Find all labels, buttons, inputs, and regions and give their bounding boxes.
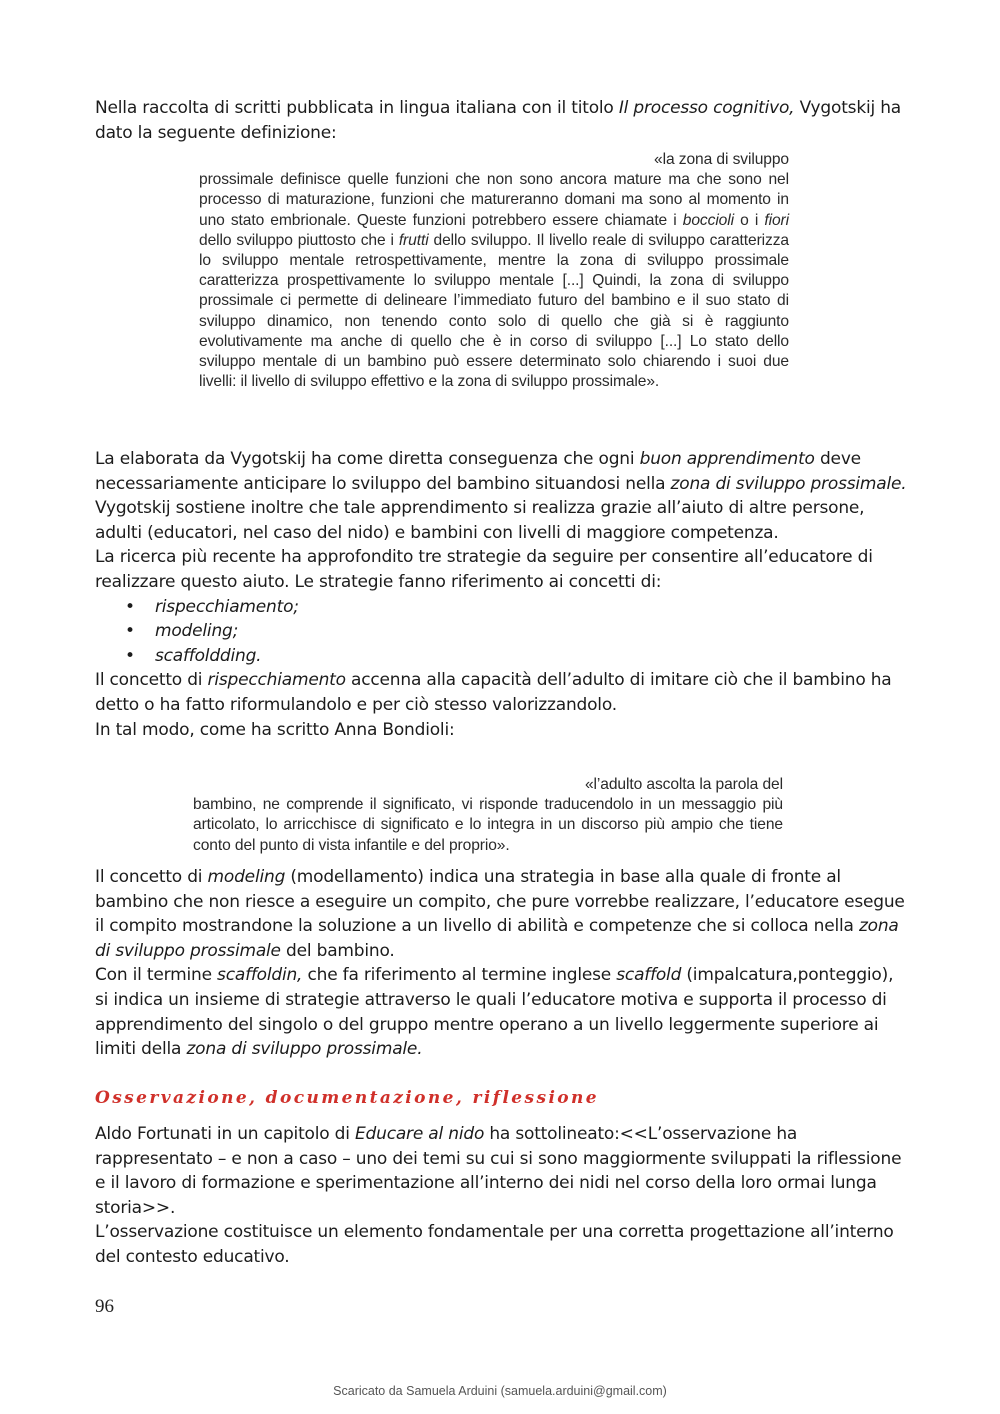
quote-text: dello sviluppo piuttosto che i	[199, 231, 399, 249]
download-footer: Scaricato da Samuela Arduini (samuela.arduini@gmail.com)	[333, 1384, 667, 1398]
emph-zona: zona di sviluppo prossimale.	[670, 473, 907, 494]
text-span: che fa riferimento al termine inglese	[302, 965, 617, 986]
text-span: Con il termine	[95, 965, 218, 986]
emph-buon-apprendimento: buon apprendimento	[639, 449, 815, 469]
body-paragraphs	[95, 447, 910, 742]
list-item: • scaffoldding.	[155, 644, 910, 669]
text-span: Il concetto di	[95, 867, 208, 887]
quote-text: prossimale definisce quelle funzioni che non sono ancora mature ma che sono nel processo di maturazione, funzioni che matureranno domani ma sono al momento in uno stato embrionale. Queste funzioni potrebbero essere chiamate i	[199, 171, 789, 229]
page-number: 96	[95, 1296, 114, 1317]
emph-scaffoldin: scaffoldin,	[217, 965, 303, 986]
text-span: Aldo Fortunati in un capitolo di	[95, 1124, 355, 1144]
text-span: ha sottolineato:<<L’osservazione ha rappresentato – e non a caso – uno dei temi su cui si sono maggiormente sviluppati la riflessione e il lavoro di formazione e sperimentazione all’interno dei nidi nel corso della loro ormai lunga storia>>.	[95, 1124, 902, 1218]
quote-emph-boccioli: boccioli	[682, 211, 734, 229]
strategy-list	[95, 595, 910, 669]
quote-emph-fiori: fiori	[764, 211, 790, 229]
text-span: (modellamento) indica una strategia in base alla quale di fronte al bambino che non riesce a eseguire un compito, che pure vorrebbe realizzare, l’educatore esegue il compito mostrandone la soluzione a un livello di abilità e competenze che si colloca nella	[95, 867, 905, 937]
list-item: • rispecchiamento;	[155, 595, 910, 620]
intro-paragraph	[95, 96, 910, 145]
paragraph-rispecchiamento	[95, 668, 910, 717]
section-heading: Osservazione, documentazione, riflessione	[95, 1088, 600, 1108]
paragraph-modeling	[95, 865, 910, 963]
intro-text-end: Vygotskij ha dato la seguente definizione:	[95, 98, 902, 143]
book-title: Educare al nido	[354, 1124, 485, 1144]
quote-first-line: «l’adulto ascolta la parola del	[584, 776, 783, 793]
vygotskij-quote	[199, 150, 789, 392]
paragraph-scaffolding	[95, 963, 910, 1061]
text-span: deve necessariamente anticipare lo sviluppo del bambino situandosi nella	[95, 449, 861, 494]
book-title: Il processo cognitivo,	[618, 98, 795, 118]
emph-rispecchiamento: rispecchiamento	[207, 670, 346, 691]
paragraph-osservazione: L’osservazione costituisce un elemento fondamentale per una corretta progettazione all’interno del contesto educativo.	[95, 1222, 894, 1267]
quote-emph-frutti: frutti	[398, 231, 429, 249]
emph-zona: zona di sviluppo prossimale.	[186, 1039, 423, 1060]
quote-text: o i	[734, 211, 765, 229]
paragraph-buon-apprendimento	[95, 447, 910, 496]
quote-first-line: «la zona di sviluppo	[654, 151, 789, 168]
quote-text: dello sviluppo. Il livello reale di sviluppo caratterizza lo sviluppo mentale retrospettivamente, mentre la zona di sviluppo prossimale caratterizza prospettivamente lo sviluppo mentale [...] Quindi, la zona di sviluppo prossimale ci permette di delineare l’immediato futuro del bambino e il suo stato di sviluppo dinamico, non tenendo conto solo di quello che già si è raggiunto evolutivamente ma anche di quello che è in corso di sviluppo [...] Lo stato dello sviluppo mentale di un bambino può essere determinato solo chiarendo i suoi due livelli: il livello di sviluppo effettivo e la zona di sviluppo prossimale».	[199, 231, 789, 391]
paragraph-strategie: La ricerca più recente ha approfondito tre strategie da seguire per consentire all’educatore di realizzare questo aiuto. Le strategie fanno riferimento ai concetti di:	[95, 547, 873, 592]
quote-text: bambino, ne comprende il significato, vi risponde traducendolo in un messaggio più articolato, lo arricchisce di significato e lo integra in un discorso più ampio che tiene conto del punto di vista infantile e del proprio».	[193, 796, 783, 854]
intro-text: Nella raccolta di scritti pubblicata in lingua italiana con il titolo	[95, 98, 619, 118]
paragraph-aiuto: Vygotskij sostiene inoltre che tale apprendimento si realizza grazie all’aiuto di altre persone, adulti (educatori, nel caso del nido) e bambini con livelli di maggiore competenza.	[95, 498, 865, 543]
text-span: (impalcatura,ponteggio), si indica un insieme di strategie attraverso le quali l’educatore motiva e supporta il processo di apprendimento del singolo o del gruppo mentre operano a un livello leggermente superiore ai limiti della	[95, 965, 894, 1060]
osservazione-paragraphs	[95, 1122, 910, 1270]
emph-modeling: modeling	[207, 867, 286, 887]
text-span: del bambino.	[280, 940, 395, 961]
emph-scaffold: scaffold	[616, 965, 682, 986]
paragraph-fortunati	[95, 1122, 910, 1220]
modeling-paragraphs	[95, 865, 910, 1062]
bondioli-quote	[193, 775, 783, 856]
list-item: • modeling;	[155, 619, 910, 644]
emph-zona: zona di sviluppo prossimale	[95, 916, 899, 961]
paragraph-bondioli: In tal modo, come ha scritto Anna Bondioli:	[95, 719, 455, 740]
text-span: accenna alla capacità dell’adulto di imitare ciò che il bambino ha detto o ha fatto riformulandolo e per ciò stesso valorizzandolo.	[95, 670, 892, 715]
text-span: Il concetto di	[95, 670, 208, 691]
text-span: La elaborata da Vygotskij ha come diretta conseguenza che ogni	[95, 449, 640, 469]
